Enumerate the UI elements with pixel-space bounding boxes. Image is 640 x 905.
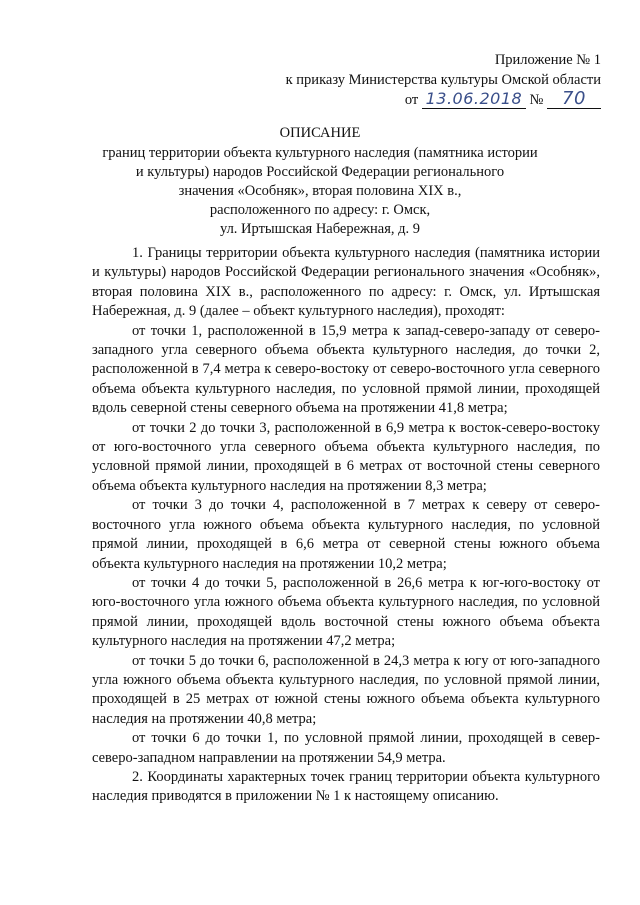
boundary-segment-3-4: от точки 3 до точки 4, расположенной в 7 метрах к северу от северо-восточного угла южного объема объекта культурного наследия, по условной прямой линии, проходящей в 6,6 метра от северной стены южного объема объекта культурного наследия на протяжении 10,2 метра; xyxy=(92,497,600,572)
handwritten-date: 13.06.2018 xyxy=(422,90,526,109)
appendix-title: Приложение № 1 xyxy=(494,52,601,68)
number-label: № xyxy=(529,92,544,108)
title-line: и культуры) народов Российской Федерации регионального xyxy=(135,164,505,180)
boundary-segment-1-2: от точки 1, расположенной в 15,9 метра к запад-северо-западу от северо-западного угла северного объема объекта культурного наследия, до точки 2, расположенной в 7,4 метра к северо-востоку от северо-восточного угла северного объема объекта культурного наследия, по условной прямой линии, проходящей вдоль северной стены северного объема на протяжении 41,8 метра; xyxy=(92,322,600,417)
boundary-segment-2-3: от точки 2 до точки 3, расположенной в 6,9 метра к восток-северо-востоку от юго-восточного угла северного объема объекта культурного наследия, по условной прямой линии, проходящей в 6 метрах от восточной стены северного объема объекта культурного наследия на протяжении 8,3 метра; xyxy=(92,419,600,494)
paragraph-item-2: 2. Координаты характерных точек границ территории объекта культурного наследия приводятся в приложении № 1 к настоящему описанию. xyxy=(92,768,600,805)
paragraph-item-1: 1. Границы территории объекта культурного наследия (памятника истории и культуры) народов Российской Федерации регионального значения «Особняк», вторая половина XIX в., расположенного по адресу: г. Омск, ул. Иртышская Набережная, д. 9 (далее – объект культурного наследия), проходят: xyxy=(92,245,600,320)
handwritten-number: 70 xyxy=(547,90,601,109)
boundary-segment-6-1: от точки 6 до точки 1, по условной прямой линии, проходящей в север-северо-западном направлении на протяжении 54,9 метра. xyxy=(92,730,600,766)
title-line: расположенного по адресу: г. Омск, xyxy=(209,202,431,218)
document-heading: ОПИСАНИЕ xyxy=(279,125,361,141)
boundary-segment-5-6: от точки 5 до точки 6, расположенной в 24,3 метра к югу от юго-западного угла южного объема объекта культурного наследия, по условной прямой линии, проходящей в 25 метрах от южной стены южного объема объекта культурного наследия на протяжении 40,8 метра; xyxy=(92,652,600,727)
appendix-order-ref: к приказу Министерства культуры Омской области xyxy=(285,72,601,88)
title-line: границ территории объекта культурного наследия (памятника истории xyxy=(102,145,538,161)
title-line: значения «Особняк», вторая половина XIX в., xyxy=(178,183,462,199)
appendix-header xyxy=(286,50,601,110)
from-label: от xyxy=(404,92,419,108)
document-body xyxy=(92,244,600,807)
document-title-block xyxy=(85,124,555,239)
appendix-date-number-line xyxy=(286,90,601,110)
title-line: ул. Иртышская Набережная, д. 9 xyxy=(219,221,421,237)
boundary-segment-4-5: от точки 4 до точки 5, расположенной в 26,6 метра к юг-юго-востоку от юго-восточного угла южного объема объекта культурного наследия, по условной прямой линии, проходящей вдоль восточной стены южного объема объекта культурного наследия на протяжении 47,2 метра; xyxy=(92,574,600,650)
